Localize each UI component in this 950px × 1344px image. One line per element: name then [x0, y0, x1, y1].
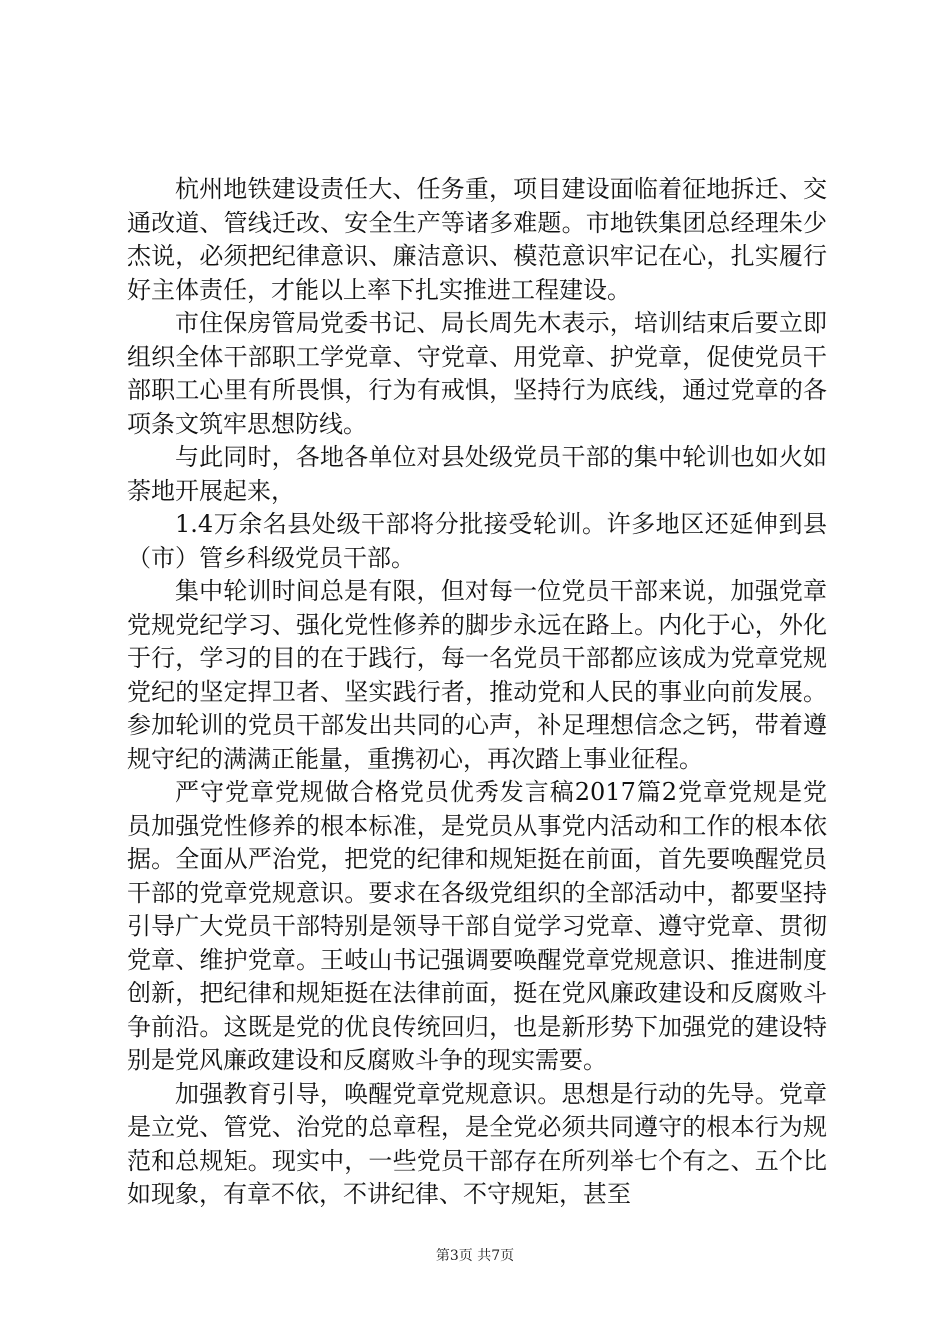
- paragraph-6: 严守党章党规做合格党员优秀发言稿2017篇2党章党规是党员加强党性修养的根本标准，是党员从事党内活动和工作的根本依据。全面从严治党，把党的纪律和规矩挺在前面，首先要唤醒党员干部的党章党规意识。要求在各级党组织的全部活动中，都要坚持引导广大党员干部特别是领导干部自觉学习党章、遵守党章、贯彻党章、维护党章。王岐山书记强调要唤醒党章党规意识、推进制度创新，把纪律和规矩挺在法律前面，挺在党风廉政建设和反腐败斗争前沿。这既是党的优良传统回归，也是新形势下加强党的建设特别是党风廉政建设和反腐败斗争的现实需要。: [127, 778, 827, 1074]
- paragraph-4: 1.4万余名县处级干部将分批接受轮训。许多地区还延伸到县（市）管乡科级党员干部。: [127, 510, 827, 572]
- paragraph-1: 杭州地铁建设责任大、任务重，项目建设面临着征地拆迁、交通改道、管线迁改、安全生产等诸多难题。市地铁集团总经理朱少杰说，必须把纪律意识、廉洁意识、模范意识牢记在心，扎实履行好主体责任，才能以上率下扎实推进工程建设。: [127, 175, 827, 304]
- paragraph-7: 加强教育引导，唤醒党章党规意识。思想是行动的先导。党章是立党、管党、治党的总章程，是全党必须共同遵守的根本行为规范和总规矩。现实中，一些党员干部存在所列举七个有之、五个比如现象，有章不依，不讲纪律、不守规矩，甚至: [127, 1079, 827, 1208]
- paragraph-5: 集中轮训时间总是有限，但对每一位党员干部来说，加强党章党规党纪学习、强化党性修养的脚步永远在路上。内化于心，外化于行，学习的目的在于践行，每一名党员干部都应该成为党章党规党纪的坚定捍卫者、坚实践行者，推动党和人民的事业向前发展。参加轮训的党员干部发出共同的心声，补足理想信念之钙，带着遵规守纪的满满正能量，重携初心，再次踏上事业征程。: [127, 577, 827, 773]
- paragraph-2: 市住保房管局党委书记、局长周先木表示，培训结束后要立即组织全体干部职工学党章、守党章、用党章、护党章，促使党员干部职工心里有所畏惧，行为有戒惧，坚持行为底线，通过党章的各项条文筑牢思想防线。: [127, 309, 827, 438]
- document-body: [127, 173, 827, 1212]
- page-number-footer: 第3页 共7页: [435, 1248, 515, 1264]
- paragraph-3: 与此同时，各地各单位对县处级党员干部的集中轮训也如火如荼地开展起来，: [127, 443, 827, 505]
